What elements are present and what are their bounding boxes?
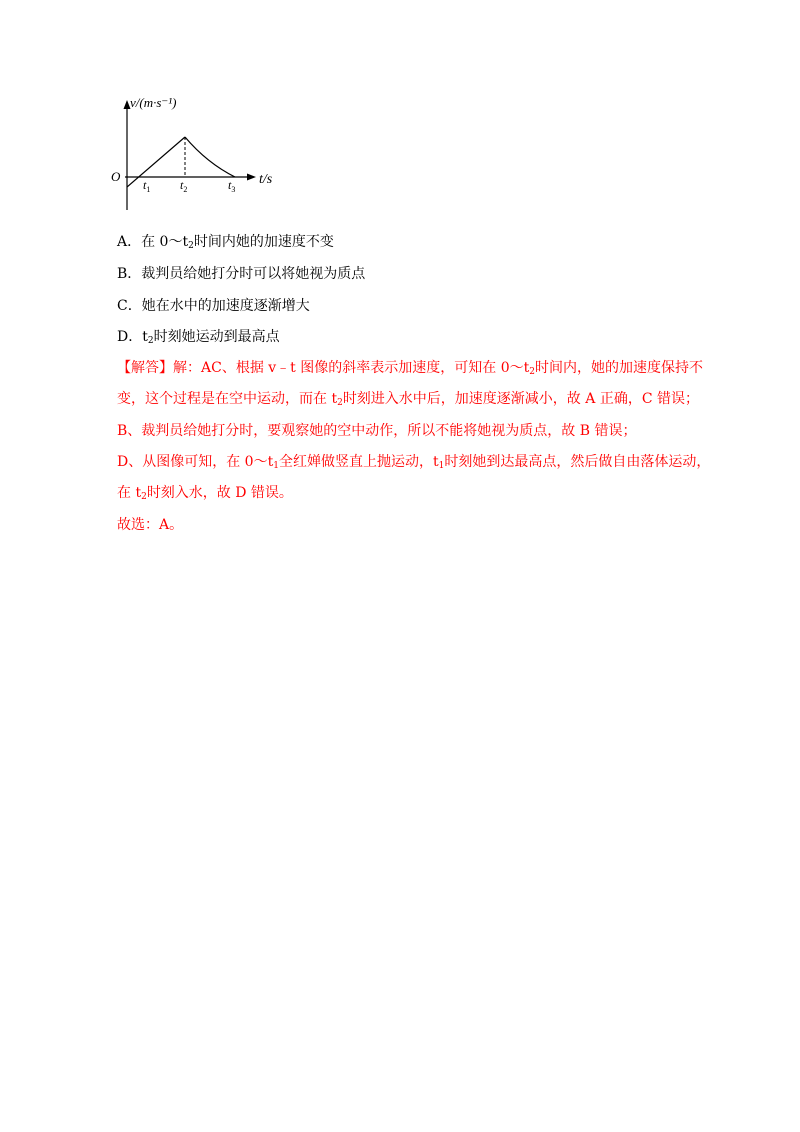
option-c: C．她在水中的加速度逐渐增大 <box>117 298 310 314</box>
option-b: B．裁判员给她打分时可以将她视为质点 <box>117 266 366 282</box>
answer-conclusion: 故选：A。 <box>117 517 184 533</box>
option-a: A．在 $0\sim t_2$时间内她的加速度不变 <box>117 234 334 251</box>
tick-label-t3: $t_3$ <box>228 178 236 194</box>
origin-label: O <box>111 169 121 184</box>
tick-label-t1: $t_1$ <box>143 178 151 194</box>
graph-svg <box>108 88 288 213</box>
x-axis-arrow <box>247 174 256 181</box>
answer-line-4: D、从图像可知，在 $0\sim t_1$全红婵做竖直上抛运动，$t_1$时刻她到达最高点，然后做自由落体运动， <box>117 454 711 471</box>
velocity-line-rising <box>127 137 185 187</box>
answer-line-1: 【解答】解：AC、根据 v﹣t 图像的斜率表示加速度，可知在 $0\sim t_2$时间内，她的加速度保持不 <box>117 360 703 377</box>
answer-line-3: B、裁判员给她打分时，要观察她的空中动作，所以不能将她视为质点，故 B 错误； <box>117 423 637 439</box>
velocity-time-graph <box>108 88 288 213</box>
tick-label-t2: $t_2$ <box>180 178 188 194</box>
x-axis-label: t/s <box>259 172 273 187</box>
y-axis-label: v/(m·s⁻¹) <box>130 95 177 110</box>
option-d: D．$t_2$时刻她运动到最高点 <box>117 329 280 346</box>
velocity-curve-falling <box>185 137 235 177</box>
answer-line-2: 变，这个过程是在空中运动，而在 $t_2$时刻进入水中后，加速度逐渐减小，故 A 正确，C 错误； <box>117 391 699 408</box>
answer-line-5: 在 $t_2$时刻入水，故 D 错误。 <box>117 485 293 502</box>
